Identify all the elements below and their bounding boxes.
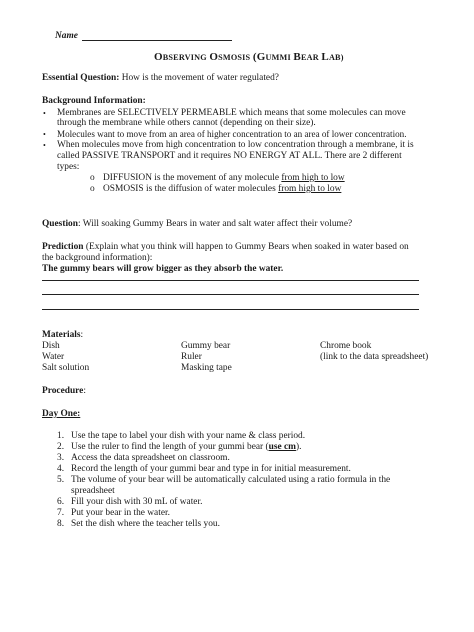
sub-bullet-icon: o — [90, 173, 95, 183]
material-item: Water — [42, 352, 65, 362]
prediction-label: Prediction — [42, 242, 84, 252]
step-number: 1. — [57, 431, 65, 441]
material-item: Masking tape — [181, 363, 232, 373]
step-text: Put your bear in the water. — [71, 508, 170, 518]
prediction-line2: the background information): — [42, 253, 153, 263]
step-text: Use the tape to label your dish with your name & class period. — [71, 431, 306, 441]
step-text-part: Use the ruler to find the length of your gummi bear ( — [71, 442, 269, 452]
background-bullet-3-line2: called PASSIVE TRANSPORT and it requires NO ENERGY AT ALL. There are 2 different — [57, 151, 402, 161]
answer-line — [42, 294, 419, 295]
sub-bullet-icon: o — [90, 184, 95, 194]
step-text-continued: spreadsheet — [71, 486, 115, 496]
bullet-icon: • — [43, 109, 46, 118]
question-label: Question — [42, 219, 78, 229]
title-char: B — [293, 51, 301, 63]
step-text: Access the data spreadsheet on classroom. — [71, 453, 230, 463]
bullet-icon: • — [43, 141, 46, 150]
name-label: Name — [55, 31, 78, 41]
materials-colon: : — [80, 330, 84, 340]
title-part: UMMI — [265, 53, 291, 62]
sub-bullet-osmosis — [103, 184, 341, 195]
step-number: 6. — [57, 497, 65, 507]
material-item: Ruler — [181, 352, 202, 362]
title-char: (G — [252, 51, 266, 63]
title-part: SMOSIS — [218, 53, 251, 62]
background-bullet-1-line1: Membranes are SELECTIVELY PERMEABLE which means that some molecules can move — [57, 108, 406, 118]
step-number: 3. — [57, 453, 65, 463]
prediction-instructions: (Explain what you think will happen to Gummy Bears when soaked in water based on — [83, 242, 409, 252]
background-label: Background Information: — [42, 96, 146, 106]
answer-line — [42, 309, 419, 310]
diffusion-text: DIFFUSION is the movement of any molecule — [103, 173, 282, 183]
day-one-label: Day One: — [42, 409, 81, 419]
essential-question-text: How is the movement of water regulated? — [121, 73, 279, 83]
materials-label: Materials — [42, 330, 81, 340]
step-text: Set the dish where the teacher tells you. — [71, 519, 220, 529]
diffusion-underlined: from high to low — [281, 173, 345, 183]
step-text: Fill your dish with 30 mL of water. — [71, 497, 203, 507]
step-text — [71, 442, 301, 453]
title-char: O — [209, 51, 219, 63]
bullet-icon: • — [43, 130, 46, 139]
background-bullet-2: Molecules want to move from an area of higher concentration to an area of lower concentration. — [57, 129, 407, 139]
background-bullet-3-line3: types: — [57, 162, 80, 172]
material-item: Chrome book — [320, 341, 372, 351]
step-number: 5. — [57, 475, 65, 485]
title-char: O — [154, 51, 163, 63]
essential-question-label: Essential Question: — [42, 73, 120, 83]
page-title — [154, 52, 344, 64]
title-part: EAR — [300, 53, 319, 62]
prediction-line1 — [42, 242, 409, 253]
title-char: L — [321, 51, 329, 63]
essential-question — [42, 73, 279, 84]
prediction-answer: The gummy bears will grow bigger as they absorb the water. — [42, 264, 284, 274]
material-item: Gummy bear — [181, 341, 231, 351]
material-item: Dish — [42, 341, 60, 351]
background-bullet-1-line2: through the membrane while others cannot (depending on their size). — [57, 118, 316, 128]
sub-bullet-diffusion — [103, 173, 345, 184]
material-link-note: (link to the data spreadsheet) — [320, 352, 429, 362]
procedure-label: Procedure — [42, 386, 84, 396]
step-number: 4. — [57, 464, 65, 474]
step-text: Record the length of your gummi bear and type in for initial measurement. — [71, 464, 351, 474]
name-blank-line — [82, 40, 232, 41]
background-bullet-3-line1: When molecules move from high concentration to low concentration through a membrane, it is — [57, 140, 414, 150]
material-item: Salt solution — [42, 363, 90, 373]
title-part: BSERVING — [162, 53, 207, 62]
osmosis-underlined: from high to low — [278, 184, 342, 194]
osmosis-text: OSMOSIS is the diffusion of water molecules — [103, 184, 279, 194]
step-number: 2. — [57, 442, 65, 452]
answer-line — [42, 280, 419, 281]
procedure-colon: : — [83, 386, 86, 396]
question-text: : Will soaking Gummy Bears in water and salt water affect their volume? — [77, 219, 353, 229]
procedure-heading — [42, 386, 86, 397]
step-text-part: ). — [295, 442, 302, 452]
step-number: 7. — [57, 508, 65, 518]
title-part: AB) — [328, 53, 344, 62]
question — [42, 219, 352, 230]
step-text: The volume of your bear will be automatically calculated using a ratio formula in the — [71, 475, 391, 485]
materials-heading — [42, 330, 83, 341]
step-number: 8. — [57, 519, 65, 529]
step-text-emphasis: use cm — [268, 442, 296, 452]
